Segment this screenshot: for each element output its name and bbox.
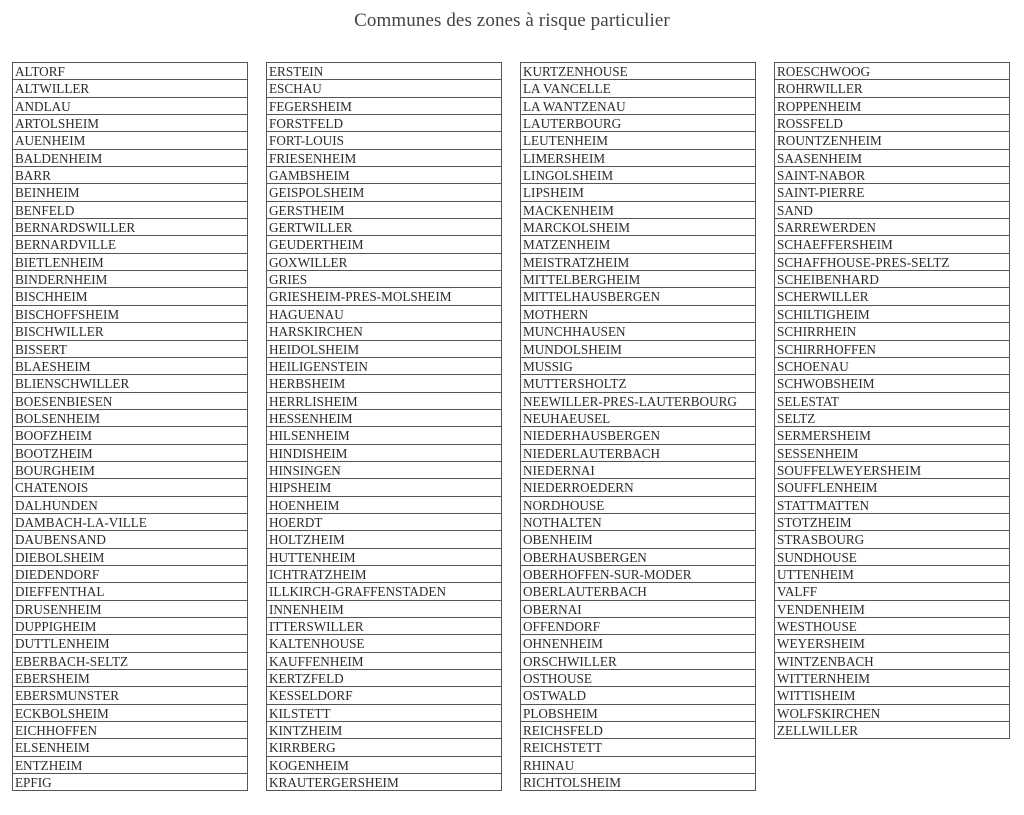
commune-cell: MEISTRATZHEIM: [521, 254, 755, 271]
commune-cell: LA WANTZENAU: [521, 98, 755, 115]
commune-cell: WESTHOUSE: [775, 618, 1009, 635]
commune-cell: NEEWILLER-PRES-LAUTERBOURG: [521, 393, 755, 410]
commune-cell: DAMBACH-LA-VILLE: [13, 514, 247, 531]
commune-cell: GRIESHEIM-PRES-MOLSHEIM: [267, 288, 501, 305]
commune-cell: ENTZHEIM: [13, 757, 247, 774]
commune-cell: NIEDERROEDERN: [521, 479, 755, 496]
page-title: Communes des zones à risque particulier: [354, 10, 670, 31]
commune-cell: ROSSFELD: [775, 115, 1009, 132]
commune-cell: SERMERSHEIM: [775, 427, 1009, 444]
commune-cell: LEUTENHEIM: [521, 132, 755, 149]
commune-cell: BOURGHEIM: [13, 462, 247, 479]
commune-cell: NIEDERHAUSBERGEN: [521, 427, 755, 444]
commune-cell: WITTERNHEIM: [775, 670, 1009, 687]
commune-cell: MACKENHEIM: [521, 202, 755, 219]
commune-cell: KINTZHEIM: [267, 722, 501, 739]
commune-cell: GEUDERTHEIM: [267, 236, 501, 253]
commune-cell: HARSKIRCHEN: [267, 323, 501, 340]
commune-cell: SELTZ: [775, 410, 1009, 427]
commune-cell: NIEDERLAUTERBACH: [521, 445, 755, 462]
commune-cell: EICHHOFFEN: [13, 722, 247, 739]
commune-cell: SCHAFFHOUSE-PRES-SELTZ: [775, 254, 1009, 271]
commune-cell: STATTMATTEN: [775, 497, 1009, 514]
commune-cell: NOTHALTEN: [521, 514, 755, 531]
commune-cell: REICHSFELD: [521, 722, 755, 739]
commune-cell: KIRRBERG: [267, 739, 501, 756]
commune-cell: PLOBSHEIM: [521, 705, 755, 722]
commune-column-4: [774, 62, 1010, 739]
commune-cell: OBENHEIM: [521, 531, 755, 548]
commune-cell: ILLKIRCH-GRAFFENSTADEN: [267, 583, 501, 600]
commune-cell: HOERDT: [267, 514, 501, 531]
commune-cell: EPFIG: [13, 774, 247, 791]
commune-cell: BEINHEIM: [13, 184, 247, 201]
commune-cell: SAND: [775, 202, 1009, 219]
commune-cell: GAMBSHEIM: [267, 167, 501, 184]
commune-cell: LINGOLSHEIM: [521, 167, 755, 184]
commune-cell: VENDENHEIM: [775, 601, 1009, 618]
commune-cell: SAINT-PIERRE: [775, 184, 1009, 201]
commune-cell: HIPSHEIM: [267, 479, 501, 496]
commune-cell: OBERHAUSBERGEN: [521, 549, 755, 566]
commune-cell: BALDENHEIM: [13, 150, 247, 167]
commune-cell: KESSELDORF: [267, 687, 501, 704]
commune-cell: LIMERSHEIM: [521, 150, 755, 167]
commune-column-3: [520, 62, 756, 791]
commune-cell: BOLSENHEIM: [13, 410, 247, 427]
commune-cell: BISCHWILLER: [13, 323, 247, 340]
commune-cell: ESCHAU: [267, 80, 501, 97]
commune-cell: DIEDENDORF: [13, 566, 247, 583]
commune-cell: BERNARDVILLE: [13, 236, 247, 253]
commune-cell: MARCKOLSHEIM: [521, 219, 755, 236]
commune-cell: ROPPENHEIM: [775, 98, 1009, 115]
commune-cell: SCHIRRHEIN: [775, 323, 1009, 340]
commune-cell: DUPPIGHEIM: [13, 618, 247, 635]
commune-cell: MUTTERSHOLTZ: [521, 375, 755, 392]
commune-cell: SOUFFLENHEIM: [775, 479, 1009, 496]
commune-cell: OBERHOFFEN-SUR-MODER: [521, 566, 755, 583]
commune-cell: RICHTOLSHEIM: [521, 774, 755, 791]
commune-cell: BOOFZHEIM: [13, 427, 247, 444]
commune-cell: DALHUNDEN: [13, 497, 247, 514]
commune-cell: STOTZHEIM: [775, 514, 1009, 531]
commune-cell: OHNENHEIM: [521, 635, 755, 652]
commune-cell: RHINAU: [521, 757, 755, 774]
commune-cell: EBERSMUNSTER: [13, 687, 247, 704]
commune-cell: HILSENHEIM: [267, 427, 501, 444]
commune-cell: HOENHEIM: [267, 497, 501, 514]
commune-cell: MATZENHEIM: [521, 236, 755, 253]
commune-cell: HESSENHEIM: [267, 410, 501, 427]
commune-cell: BIETLENHEIM: [13, 254, 247, 271]
commune-cell: DIEBOLSHEIM: [13, 549, 247, 566]
commune-column-1: [12, 62, 248, 791]
commune-cell: DAUBENSAND: [13, 531, 247, 548]
commune-cell: HEIDOLSHEIM: [267, 341, 501, 358]
commune-cell: ALTORF: [13, 63, 247, 80]
commune-cell: KILSTETT: [267, 705, 501, 722]
commune-cell: OSTWALD: [521, 687, 755, 704]
commune-cell: ELSENHEIM: [13, 739, 247, 756]
commune-cell: ZELLWILLER: [775, 722, 1009, 739]
commune-cell: SCHILTIGHEIM: [775, 306, 1009, 323]
commune-cell: SESSENHEIM: [775, 445, 1009, 462]
commune-cell: SARREWERDEN: [775, 219, 1009, 236]
commune-cell: SCHERWILLER: [775, 288, 1009, 305]
commune-cell: HERBSHEIM: [267, 375, 501, 392]
commune-cell: MITTELBERGHEIM: [521, 271, 755, 288]
commune-cell: GERSTHEIM: [267, 202, 501, 219]
commune-cell: DUTTLENHEIM: [13, 635, 247, 652]
commune-cell: SCHAEFFERSHEIM: [775, 236, 1009, 253]
commune-cell: BARR: [13, 167, 247, 184]
commune-cell: OBERLAUTERBACH: [521, 583, 755, 600]
commune-cell: HINSINGEN: [267, 462, 501, 479]
commune-cell: WITTISHEIM: [775, 687, 1009, 704]
commune-cell: FORT-LOUIS: [267, 132, 501, 149]
commune-cell: FORSTFELD: [267, 115, 501, 132]
commune-cell: BENFELD: [13, 202, 247, 219]
commune-cell: LA VANCELLE: [521, 80, 755, 97]
commune-cell: BERNARDSWILLER: [13, 219, 247, 236]
commune-cell: ORSCHWILLER: [521, 653, 755, 670]
commune-cell: ROHRWILLER: [775, 80, 1009, 97]
commune-cell: NORDHOUSE: [521, 497, 755, 514]
commune-cell: SAASENHEIM: [775, 150, 1009, 167]
commune-cell: BLAESHEIM: [13, 358, 247, 375]
commune-cell: BINDERNHEIM: [13, 271, 247, 288]
commune-cell: VALFF: [775, 583, 1009, 600]
commune-cell: STRASBOURG: [775, 531, 1009, 548]
commune-cell: AUENHEIM: [13, 132, 247, 149]
commune-cell: SAINT-NABOR: [775, 167, 1009, 184]
commune-cell: BOOTZHEIM: [13, 445, 247, 462]
commune-cell: OSTHOUSE: [521, 670, 755, 687]
commune-cell: KOGENHEIM: [267, 757, 501, 774]
commune-cell: ICHTRATZHEIM: [267, 566, 501, 583]
commune-cell: ECKBOLSHEIM: [13, 705, 247, 722]
commune-cell: KURTZENHOUSE: [521, 63, 755, 80]
commune-cell: ALTWILLER: [13, 80, 247, 97]
commune-cell: SELESTAT: [775, 393, 1009, 410]
commune-cell: KRAUTERGERSHEIM: [267, 774, 501, 791]
commune-cell: WINTZENBACH: [775, 653, 1009, 670]
commune-cell: SCHOENAU: [775, 358, 1009, 375]
commune-cell: GOXWILLER: [267, 254, 501, 271]
commune-cell: HAGUENAU: [267, 306, 501, 323]
commune-cell: SCHIRRHOFFEN: [775, 341, 1009, 358]
commune-cell: BISCHOFFSHEIM: [13, 306, 247, 323]
commune-cell: MOTHERN: [521, 306, 755, 323]
commune-cell: GEISPOLSHEIM: [267, 184, 501, 201]
commune-cell: KALTENHOUSE: [267, 635, 501, 652]
commune-column-2: [266, 62, 502, 791]
commune-cell: HINDISHEIM: [267, 445, 501, 462]
commune-cell: BISSERT: [13, 341, 247, 358]
commune-cell: MUNDOLSHEIM: [521, 341, 755, 358]
commune-cell: GERTWILLER: [267, 219, 501, 236]
commune-cell: NEUHAEUSEL: [521, 410, 755, 427]
commune-cell: WEYERSHEIM: [775, 635, 1009, 652]
commune-cell: NIEDERNAI: [521, 462, 755, 479]
commune-cell: MITTELHAUSBERGEN: [521, 288, 755, 305]
commune-cell: SCHEIBENHARD: [775, 271, 1009, 288]
commune-cell: ANDLAU: [13, 98, 247, 115]
commune-cell: FEGERSHEIM: [267, 98, 501, 115]
commune-cell: CHATENOIS: [13, 479, 247, 496]
commune-cell: KERTZFELD: [267, 670, 501, 687]
commune-cell: LIPSHEIM: [521, 184, 755, 201]
commune-cell: EBERBACH-SELTZ: [13, 653, 247, 670]
commune-cell: DIEFFENTHAL: [13, 583, 247, 600]
commune-cell: ERSTEIN: [267, 63, 501, 80]
commune-cell: MUSSIG: [521, 358, 755, 375]
commune-cell: SOUFFELWEYERSHEIM: [775, 462, 1009, 479]
commune-cell: EBERSHEIM: [13, 670, 247, 687]
commune-cell: OBERNAI: [521, 601, 755, 618]
commune-cell: MUNCHHAUSEN: [521, 323, 755, 340]
commune-cell: ROESCHWOOG: [775, 63, 1009, 80]
commune-cell: BOESENBIESEN: [13, 393, 247, 410]
commune-cell: BLIENSCHWILLER: [13, 375, 247, 392]
commune-cell: HERRLISHEIM: [267, 393, 501, 410]
commune-cell: WOLFSKIRCHEN: [775, 705, 1009, 722]
commune-cell: BISCHHEIM: [13, 288, 247, 305]
commune-cell: FRIESENHEIM: [267, 150, 501, 167]
commune-cell: HUTTENHEIM: [267, 549, 501, 566]
commune-cell: SUNDHOUSE: [775, 549, 1009, 566]
commune-cell: OFFENDORF: [521, 618, 755, 635]
commune-cell: HOLTZHEIM: [267, 531, 501, 548]
commune-cell: DRUSENHEIM: [13, 601, 247, 618]
commune-cell: REICHSTETT: [521, 739, 755, 756]
commune-cell: ROUNTZENHEIM: [775, 132, 1009, 149]
commune-cell: HEILIGENSTEIN: [267, 358, 501, 375]
commune-cell: LAUTERBOURG: [521, 115, 755, 132]
commune-cell: INNENHEIM: [267, 601, 501, 618]
commune-cell: GRIES: [267, 271, 501, 288]
commune-cell: KAUFFENHEIM: [267, 653, 501, 670]
commune-cell: SCHWOBSHEIM: [775, 375, 1009, 392]
commune-cell: ITTERSWILLER: [267, 618, 501, 635]
commune-cell: UTTENHEIM: [775, 566, 1009, 583]
commune-cell: ARTOLSHEIM: [13, 115, 247, 132]
